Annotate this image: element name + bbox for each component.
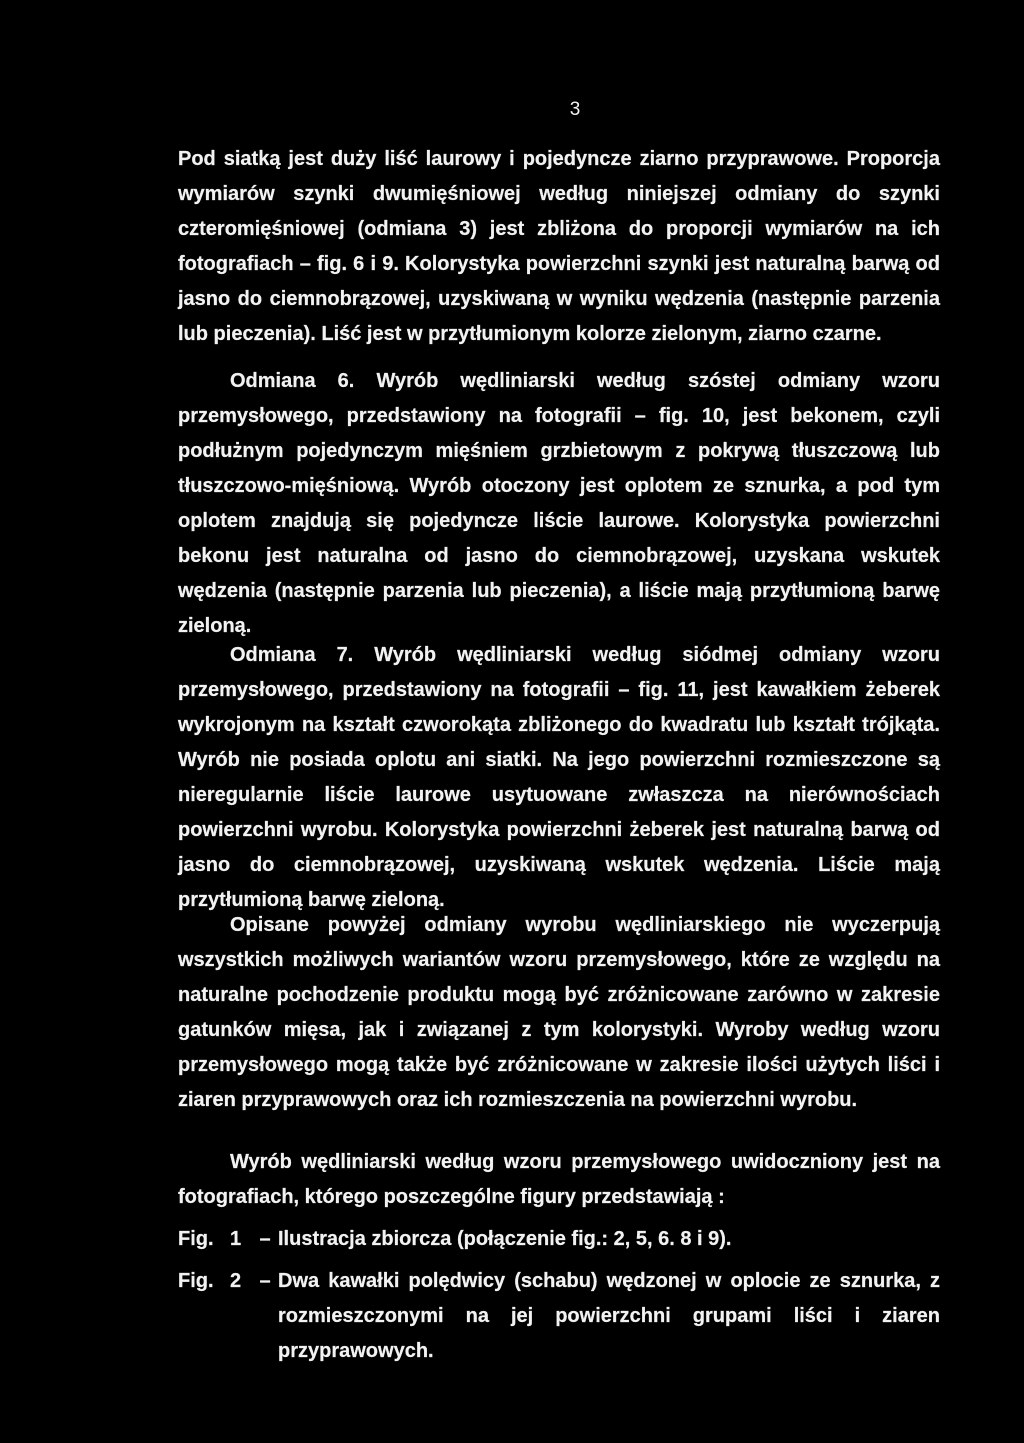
paragraph-variant-6: [178, 364, 940, 644]
figure-dash: –: [259, 1228, 271, 1250]
variant-6-label: Odmiana 6.: [230, 370, 355, 392]
figure-number: 2: [230, 1270, 242, 1292]
figure-label: Fig.: [178, 1228, 214, 1250]
figure-number: 1: [230, 1228, 242, 1250]
variant-7-text: Wyrób wędliniarski według siódmej odmiany wzoru przemysłowego, przedstawiony na fotografii – fig. 11, jest kawałkiem żeberek wykrojonym na kształt czworokąta zbliżonego do kwadratu lub kształt trójkąta. Wyrób nie posiada oplotu ani siatki. Na jego powierzchni rozmieszczone są nieregularnie liście laurowe usytuowane zwłaszcza na nierównościach powierzchni wyrobu. Kolorystyka powierzchni żeberek jest naturalną barwą od jasno do ciemnobrązowej, uzyskiwaną wskutek wędzenia. Liście mają przytłumioną barwę zieloną.: [178, 644, 940, 911]
figure-label: Fig.: [178, 1270, 214, 1292]
figure-list-item: [178, 1222, 940, 1257]
paragraph-variant-7: [178, 638, 940, 918]
paragraph-figures-intro: Wyrób wędliniarski według wzoru przemysłowego uwidoczniony jest na fotografiach, którego poszczególne figury przedstawiają :: [178, 1151, 940, 1208]
figure-description: Dwa kawałki polędwicy (schabu) wędzonej w oplocie ze sznurka, z rozmieszczonymi na jej powierzchni grupami liści i ziaren przyprawowych.: [278, 1270, 940, 1362]
paragraph-variants-summary: Opisane powyżej odmiany wyrobu wędliniarskiego nie wyczerpują wszystkich możliwych wariantów wzoru przemysłowego, które ze względu na naturalne pochodzenie produktu mogą być zróżnicowane zarówno w zakresie gatunków mięsa, jak i związanej z tym kolorystyki. Wyroby według wzoru przemysłowego mogą także być zróżnicowane w zakresie ilości użytych liści i ziaren przyprawowych oraz ich rozmieszczenia na powierzchni wyrobu.: [178, 914, 940, 1111]
variant-7-label: Odmiana 7.: [230, 644, 354, 666]
figure-dash: –: [259, 1270, 271, 1292]
variant-6-text: Wyrób wędliniarski według szóstej odmiany wzoru przemysłowego, przedstawiony na fotografii – fig. 10, jest bekonem, czyli podłużnym pojedynczym mięśniem grzbietowym z pokrywą tłuszczową lub tłuszczowo-mięśniową. Wyrób otoczony jest oplotem ze sznurka, a pod tym oplotem znajdują się pojedyncze liście laurowe. Kolorystyka powierzchni bekonu jest naturalna od jasno do ciemnobrązowej, uzyskana wskutek wędzenia (następnie parzenia lub pieczenia), a liście mają przytłumioną barwę zieloną.: [178, 370, 941, 637]
paragraph-ham-description: Pod siatką jest duży liść laurowy i pojedyncze ziarno przyprawowe. Proporcja wymiarów szynki dwumięśniowej według niniejszej odmiany do szynki czteromięśniowej (odmiana 3) jest zbliżona do proporcji wymiarów na ich fotografiach – fig. 6 i 9. Kolorystyka powierzchni szynki jest naturalną barwą od jasno do ciemnobrązowej, uzyskiwaną w wyniku wędzenia (następnie parzenia lub pieczenia). Liść jest w przytłumionym kolorze zielonym, ziarno czarne.: [178, 148, 940, 345]
figure-list-item: [178, 1264, 940, 1369]
page-number: 3: [569, 99, 581, 120]
figure-description: Ilustracja zbiorcza (połączenie fig.: 2, 5, 6. 8 i 9).: [278, 1228, 732, 1250]
